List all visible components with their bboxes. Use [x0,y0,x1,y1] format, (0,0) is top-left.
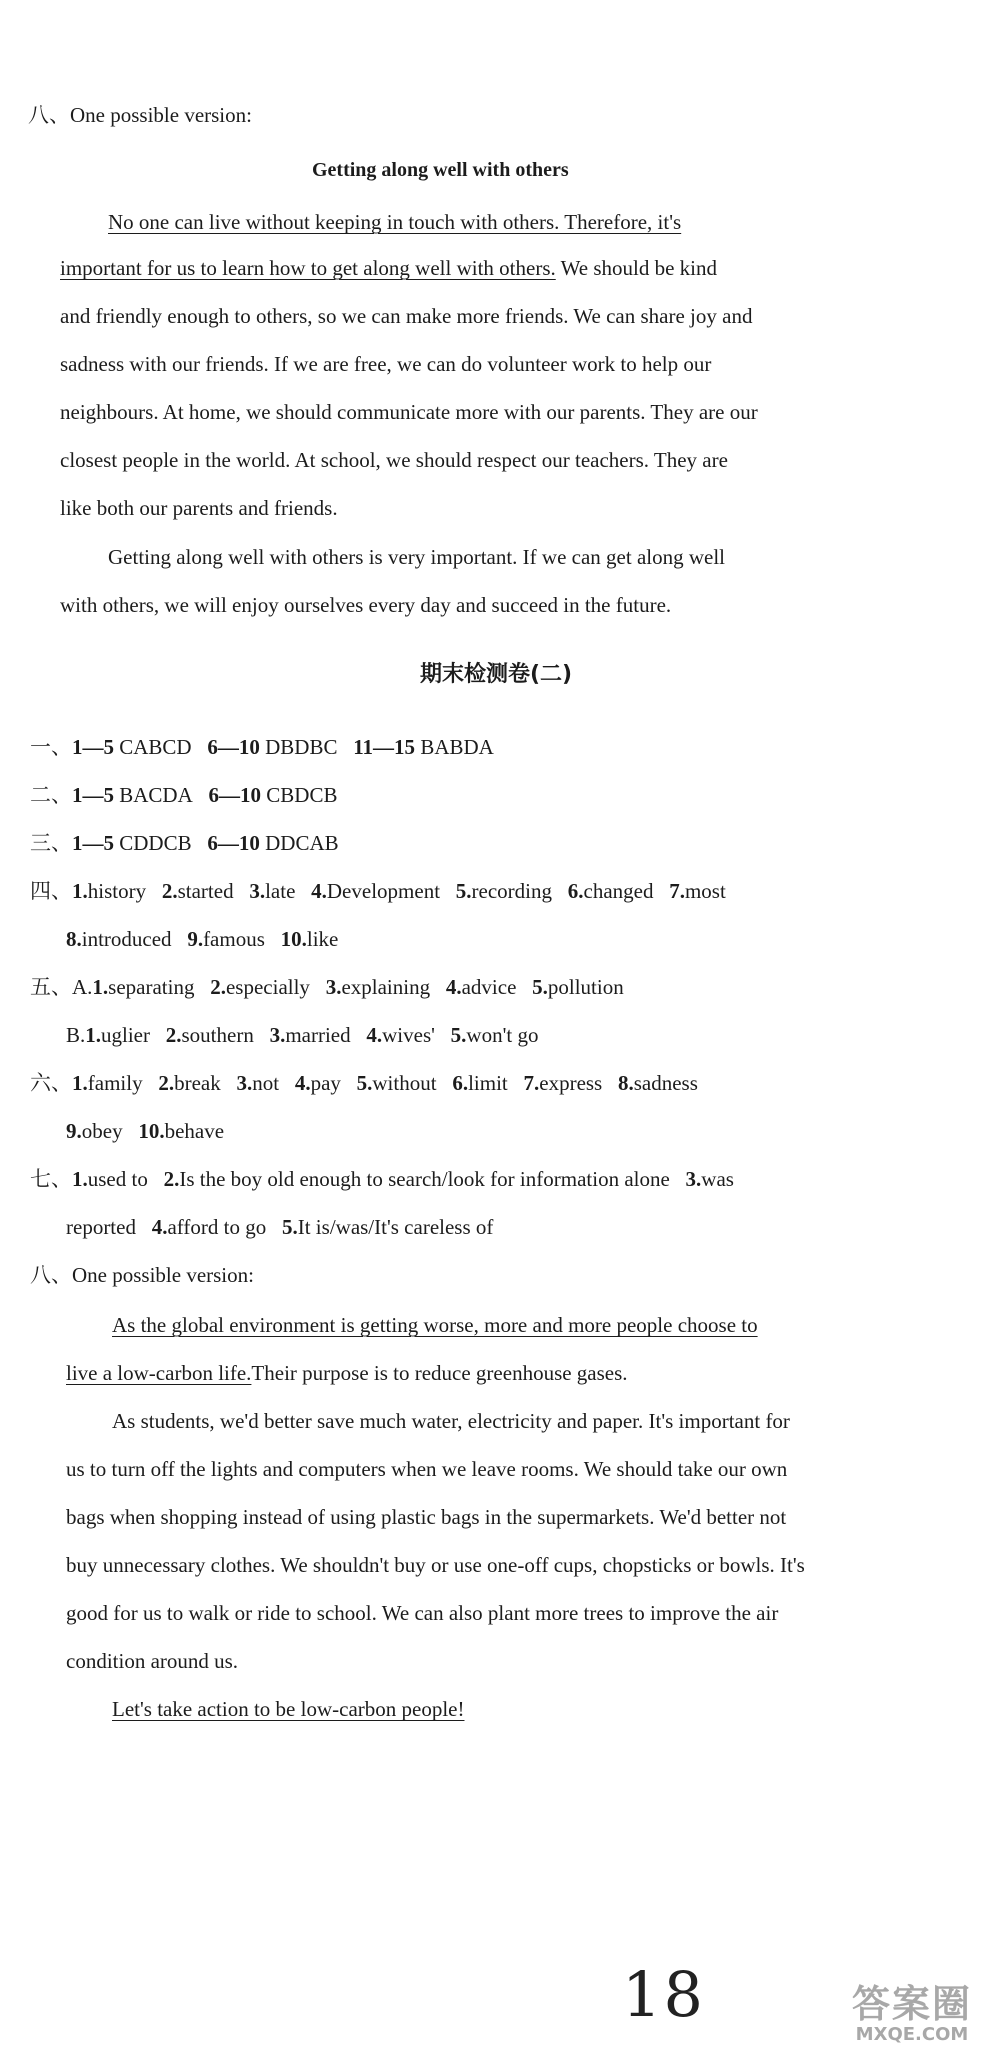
range: 6—10 [208,783,262,807]
answer-word: recording [471,879,552,903]
section-1-label: 一、 [30,735,72,759]
essay2-p2-line-6: condition around us. [66,1649,239,1673]
essay2-line-2-rest: Their purpose is to reduce greenhouse gases. [251,1361,628,1385]
section-7-line-2 [66,1212,493,1242]
essay1-line-3: and friendly enough to others, so we can make more friends. We can share joy and [60,304,753,328]
item-number: 2. [210,975,226,999]
part-a-label: A. [72,975,93,999]
essay1-label: 八、One possible version: [28,103,252,127]
answer-word: married [285,1023,351,1047]
essay2-closing: Let's take action to be low-carbon people! [112,1697,465,1721]
answer-word: separating [108,975,195,999]
answer-word: most [684,879,726,903]
item-number: 4. [311,879,327,903]
answers: DDCAB [265,831,339,855]
item-number: 9. [66,1119,82,1143]
item-number: 5. [356,1071,373,1095]
range: 11—15 [353,735,416,759]
answer-word: Development [326,879,441,903]
answers: BABDA [420,735,494,759]
answers: CDDCB [119,831,192,855]
section-5-line-b [66,1020,538,1050]
answer-word: advice [461,975,517,999]
section-3-label: 三、 [30,831,72,855]
answer-word: pollution [547,975,624,999]
item-number: 3. [325,975,342,999]
answer-word: history [87,879,147,903]
essay1-line-7: like both our parents and friends. [60,496,338,520]
answer-word: break [174,1071,221,1095]
item-number: 8. [66,927,82,951]
item-number: 3. [236,1071,253,1095]
section-7-label: 七、 [30,1167,72,1191]
answer-word: without [372,1071,437,1095]
answer-phrase: used to [87,1167,148,1191]
item-number: 8. [617,1071,634,1095]
section-7-line-1 [30,1164,734,1194]
essay1-underlined-b: important for us to learn how to get along well with others. [60,256,556,280]
essay1-title: Getting along well with others [312,159,569,181]
section-6-line-1 [30,1068,698,1098]
item-number: 10. [138,1119,165,1143]
answer-word: won't go [466,1023,539,1047]
essay1-p2-line-2: with others, we will enjoy ourselves every day and succeed in the future. [60,593,672,617]
item-number: 9. [187,927,204,951]
item-number: 2. [165,1023,182,1047]
essay1-line-2 [60,253,717,283]
item-number: 7. [669,879,685,903]
part-b-label: B. [66,1023,86,1047]
range: 6—10 [207,831,260,855]
answer-phrase: afford to go [167,1215,267,1239]
item-number: 4. [366,1023,383,1047]
essay1-line-6: closest people in the world. At school, we should respect our teachers. They are [60,448,728,472]
item-number: 2. [161,879,178,903]
answer-word: like [306,927,339,951]
section-6-line-2 [66,1116,224,1146]
essay2-p2-line-2: us to turn off the lights and computers when we leave rooms. We should take our own [66,1457,788,1481]
section-4-line-1 [30,876,726,906]
essay1-line-2-rest: We should be kind [560,256,717,280]
answers: CBDCB [266,783,338,807]
essay1-p2-line-1: Getting along well with others is very important. If we can get along well [108,545,726,569]
item-number: 2. [163,1167,180,1191]
essay2-p2-line-4: buy unnecessary clothes. We shouldn't buy or use one-off cups, chopsticks or bowls. It's [66,1553,805,1577]
answer-phrase: Is the boy old enough to search/look for information alone [179,1167,670,1191]
answer-word: family [87,1071,143,1095]
answers: CABCD [119,735,192,759]
item-number: 1. [72,1071,88,1095]
answer-word: southern [181,1023,254,1047]
item-number: 5. [455,879,472,903]
answer-word: limit [468,1071,508,1095]
item-number: 10. [280,927,307,951]
answer-word: uglier [101,1023,150,1047]
essay2-p2-line-1: As students, we'd better save much water, electricity and paper. It's important for [112,1409,790,1433]
essay2-underlined-a: As the global environment is getting worse, more and more people choose to [112,1313,758,1337]
section-4-label: 四、 [30,879,72,903]
section-5-label: 五、 [30,975,72,999]
answer-phrase: was [701,1167,734,1191]
answer-word: obey [81,1119,123,1143]
page-number: 18 [622,1958,705,2031]
section-2 [30,780,337,810]
answer-word: not [252,1071,280,1095]
range: 1—5 [72,831,114,855]
answer-word: changed [583,879,654,903]
section-4-line-2 [66,924,338,954]
essay2-p2-line-3: bags when shopping instead of using plastic bags in the supermarkets. We'd better not [66,1505,787,1529]
answer-word: late [265,879,296,903]
item-number: 2. [158,1071,175,1095]
item-number: 5. [532,975,548,999]
item-number: 5. [281,1215,298,1239]
item-number: 3. [249,879,266,903]
item-number: 1. [72,1167,88,1191]
item-number: 1. [92,975,109,999]
essay2-p2-line-5: good for us to walk or ride to school. We can also plant more trees to improve the air [66,1601,779,1625]
item-number: 6. [452,1071,469,1095]
section-3 [30,828,339,858]
answer-word: wives' [382,1023,435,1047]
item-number: 4. [294,1071,311,1095]
watermark-logo [832,1983,992,2045]
range: 6—10 [207,735,260,759]
watermark-text: 答案圈 [851,1982,972,2026]
answers: DBDBC [265,735,338,759]
answer-word: especially [225,975,310,999]
section-1 [30,732,494,762]
range: 1—5 [72,735,114,759]
item-number: 1. [85,1023,102,1047]
essay1-line-5: neighbours. At home, we should communicate more with our parents. They are our [60,400,758,424]
item-number: 1. [72,879,88,903]
essay2-label: 八、One possible version: [30,1263,254,1287]
essay1-line-4: sadness with our friends. If we are free, we can do volunteer work to help our [60,352,712,376]
answer-phrase: It is/was/It's careless of [297,1215,494,1239]
item-number: 6. [567,879,584,903]
essay2-line-2 [66,1358,628,1388]
section-2-label: 二、 [30,783,72,807]
item-number: 3. [269,1023,286,1047]
answer-phrase: reported [66,1215,136,1239]
watermark-url: MXQE.COM [855,2024,969,2045]
section-5-line-a [30,972,624,1002]
item-number: 3. [685,1167,702,1191]
range: 1—5 [72,783,114,807]
item-number: 4. [151,1215,168,1239]
answer-word: pay [310,1071,341,1095]
item-number: 7. [523,1071,540,1095]
answer-word: explaining [341,975,431,999]
answer-word: introduced [81,927,172,951]
answer-word: behave [164,1119,225,1143]
essay1-underlined-a: No one can live without keeping in touch with others. Therefore, it's [108,210,682,234]
section-6-label: 六、 [30,1071,72,1095]
answer-word: famous [203,927,265,951]
item-number: 5. [450,1023,467,1047]
answer-word: express [539,1071,603,1095]
answer-word: sadness [633,1071,698,1095]
item-number: 4. [445,975,462,999]
essay2-underlined-b: live a low-carbon life. [66,1361,252,1385]
exam-title: 期末检测卷(二) [420,662,573,687]
answers: BACDA [119,783,193,807]
answer-word: started [177,879,234,903]
